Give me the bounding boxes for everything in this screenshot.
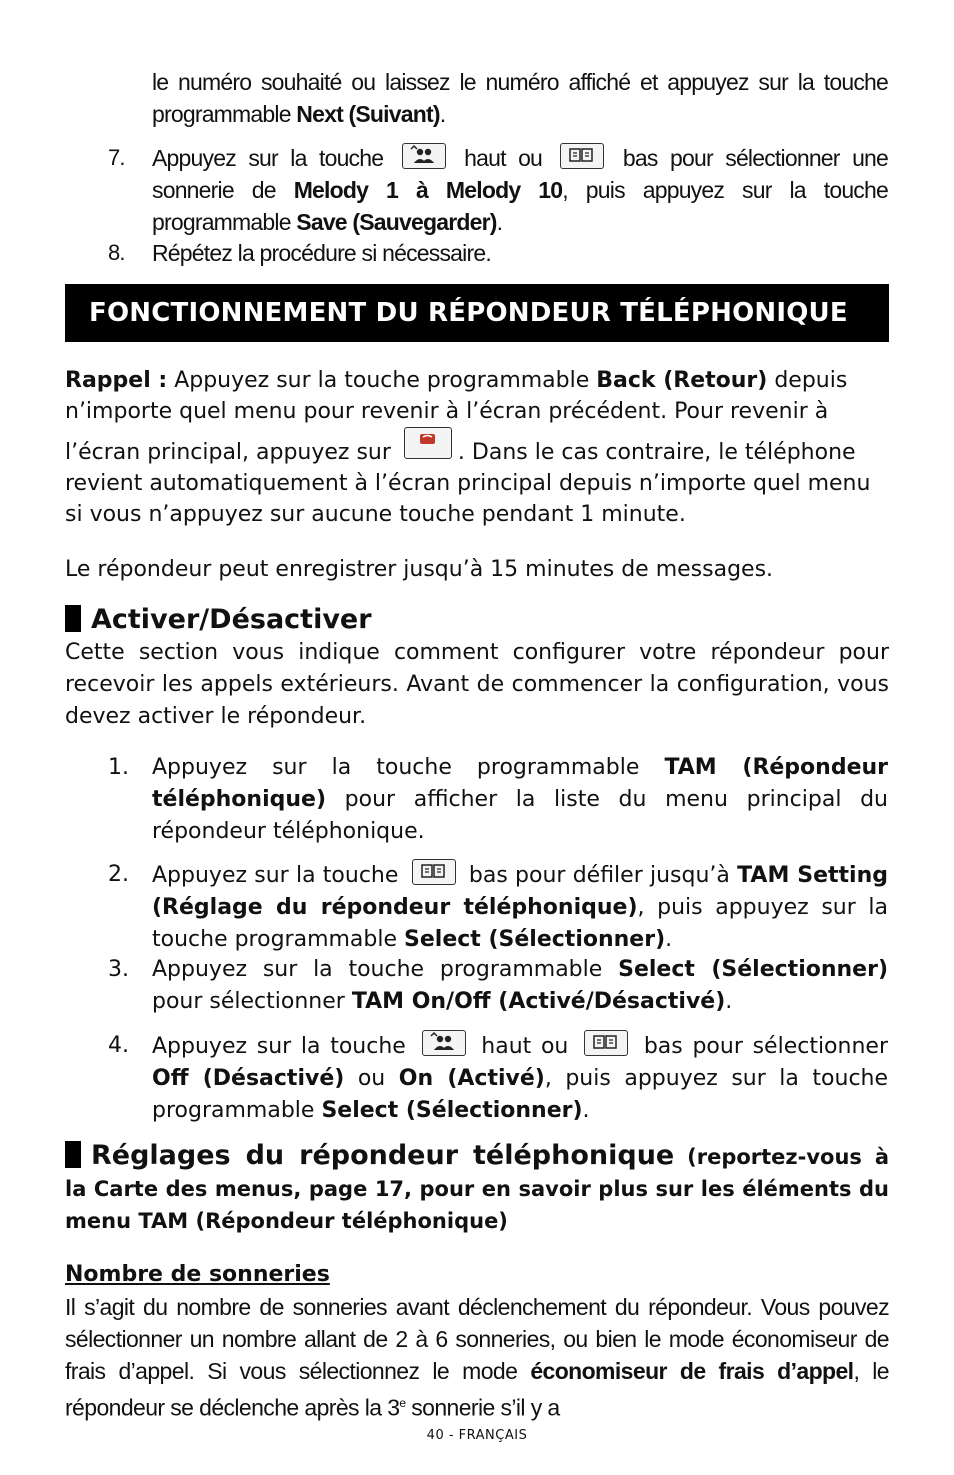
activate-intro: Cette section vous indique comment configurer votre répondeur pour recevoir les appels extérieurs. Avant de commencer la configuration, vous devez activer le répondeur.	[65, 640, 889, 729]
rings-paragraph: Il s’agit du nombre de sonneries avant déclenchement du répondeur. Vous pouvez sélectionner un nombre allant de 2 à 6 sonneries, ou bien le mode économiseur de frais d’appel. Si vous sélectionnez le mode économiseur de frais d’appel, le répondeur se déclenche après la 3e sonnerie s’il y a	[65, 1294, 889, 1421]
step8-number: 8.	[108, 240, 125, 265]
step8-text: Répétez la procédure si nécessaire.	[152, 240, 491, 266]
s1-step3-text: Appuyez sur la touche programmable Select (Sélectionner) pour sélectionner TAM On/Off (Activé/Désactivé).	[152, 957, 889, 1014]
s1-step2-text: Appuyez sur la touche bas pour défiler jusqu’à TAM Setting (Réglage du répondeur téléphonique), puis appuyez sur la touche programmable Select (Sélectionner).	[152, 859, 888, 956]
rappel-label: Rappel :	[65, 368, 168, 393]
book-down-icon	[560, 143, 604, 169]
s1-step4-number: 4.	[108, 1033, 129, 1058]
step6-text: le numéro souhaité ou laissez le numéro affiché et appuyez sur la touche programmable	[152, 69, 888, 127]
s1-step3-number: 3.	[108, 957, 129, 982]
page-footer: 40 - FRANÇAIS	[426, 1428, 528, 1443]
s1-step1-number: 1.	[108, 755, 129, 780]
s1-step2-number: 2.	[108, 862, 129, 887]
contacts-up-icon	[402, 143, 446, 169]
step6-continuation: le numéro souhaité ou laissez le numéro affiché et appuyez sur la touche programmable Next (Suivant).	[152, 69, 888, 127]
s1-step1-text: Appuyez sur la touche programmable TAM (Répondeur téléphonique) pour afficher la liste du menu principal du répondeur téléphonique.	[152, 755, 889, 844]
tam-settings-heading: Réglages du répondeur téléphonique (reportez-vous à la Carte des menus, page 17, pour en savoir plus sur les éléments du menu TAM (Répondeur téléphonique)	[65, 1140, 889, 1233]
section-banner: FONCTIONNEMENT DU RÉPONDEUR TÉLÉPHONIQUE	[65, 284, 889, 342]
rings-heading: Nombre de sonneries	[65, 1262, 330, 1287]
book-down-icon	[584, 1030, 628, 1056]
activate-heading: Activer/Désactiver	[65, 603, 889, 637]
heading-bar	[65, 1141, 81, 1168]
next-softkey-label: Next (Suivant)	[296, 101, 440, 127]
s1-step4-text: Appuyez sur la touche haut ou bas pour sélectionner Off (Désactivé) ou On (Activé), puis appuyez sur la touche programmable Select (Sélectionner).	[152, 1030, 888, 1127]
step7-number: 7.	[108, 145, 125, 170]
end-call-icon	[404, 427, 452, 459]
heading-bar	[65, 605, 81, 632]
contacts-up-icon	[422, 1030, 466, 1056]
rappel-paragraph: Rappel : Appuyez sur la touche programmable Back (Retour) depuis n’importe quel menu pour revenir à l’écran précédent. Pour revenir à l’écran principal, appuyez sur . Dans le cas contraire, le téléphone revient automatiquement à l’écran principal depuis n’importe quel menu si vous n’appuyez sur aucune touche pendant 1 minute.	[65, 368, 871, 527]
step7-text: Appuyez sur la touche haut ou bas pour sélectionner une sonnerie de Melody 1 à Melody 10, puis appuyez sur la touche programmable Save (Sauvegarder).	[152, 145, 889, 235]
capacity-text: Le répondeur peut enregistrer jusqu’à 15 minutes de messages.	[65, 557, 774, 582]
book-down-icon	[412, 859, 456, 885]
